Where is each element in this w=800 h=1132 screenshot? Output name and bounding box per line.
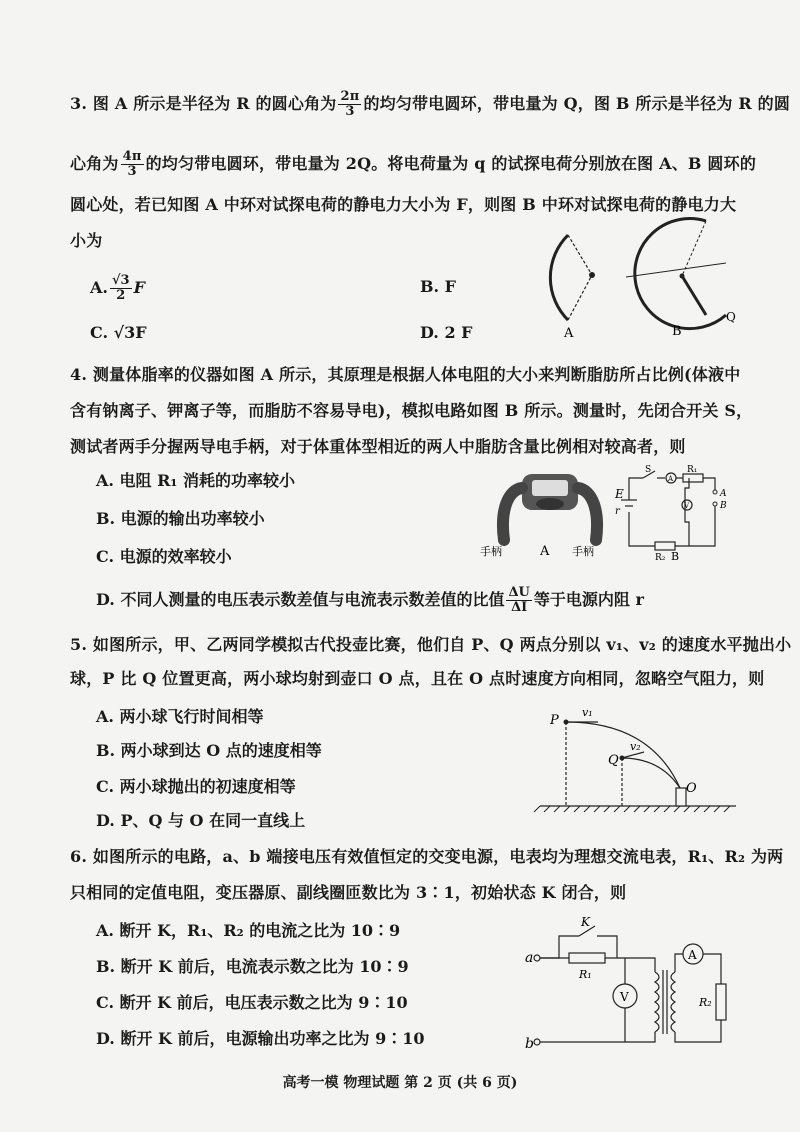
device-figure-label: A [540,544,550,559]
r1-label: R₁ [687,465,698,475]
q5-option-a: A. 两小球飞行时间相等 [96,707,264,726]
q3-line-4: 小为 [70,231,103,250]
terminal-a-label: A [720,489,727,499]
q5-option-d: D. P、Q 与 O 在同一直线上 [96,811,306,830]
q3-text: 心角为 [70,154,119,173]
ring-b-charge-label: Q [726,310,736,324]
fraction-denominator: ΔI [511,600,528,615]
ring-a-label: A [564,326,574,341]
circuit-figure-label: B [671,550,680,563]
q6-option-d: D. 断开 K 前后，电源输出功率之比为 9∶10 [96,1029,425,1048]
ring-b-figure [626,219,736,339]
fraction-denominator: 3 [345,104,355,119]
q3-line-2 [70,150,756,179]
body-fat-circuit-figure [615,466,745,562]
q3-line-3: 圆心处，若已知图 A 中环对试探电荷的静电力大小为 F，则图 B 中环对试探电荷的静电力大 [70,195,737,214]
fraction-numerator: 4π [122,149,142,164]
fraction-numerator: 2π [340,89,360,104]
q3-option-a [90,274,145,303]
q4-ratio-fraction [506,586,531,615]
option-text: 等于电源内阻 r [533,590,644,609]
velocity-v2-label: v₂ [630,740,641,753]
terminal-b-label: B [720,501,727,511]
point-q-label: Q [608,753,619,768]
q4-line-1: 4. 测量体脂率的仪器如图 A 所示，其原理是根据人体电阻的大小来判断脂肪所占比例(体液中 [70,365,741,384]
velocity-v1-label: v₁ [582,706,593,719]
transformer-circuit-figure [525,914,740,1054]
body-fat-device-figure [478,470,618,560]
left-handle-label: 手柄 [480,545,502,558]
emf-label: E [615,487,624,501]
voltmeter-label: V [620,990,629,1004]
internal-resistance-label: r [615,506,620,517]
point-p-label: P [550,713,559,728]
terminal-b-label: b [525,1036,534,1052]
projectile-figure [540,702,740,814]
q3-text: 的均匀带电圆环，带电量为 Q，图 B 所示是半径为 R 的圆 [363,94,791,113]
q3-ring-figures [530,215,770,345]
point-o-label: O [686,781,697,796]
q3-line-1 [70,90,790,119]
q4-option-d [96,586,644,615]
q6-option-a: A. 断开 K，R₁、R₂ 的电流之比为 10∶9 [96,921,401,940]
fraction-numerator: ΔU [508,585,530,600]
q3-option-d: D. 2 F [420,323,473,342]
terminal-a-label: a [525,950,534,966]
q4-option-a: A. 电阻 R₁ 消耗的功率较小 [96,471,296,490]
ammeter-label: A [668,475,674,483]
q6-option-c: C. 断开 K 前后，电压表示数之比为 9∶10 [96,993,408,1012]
q5-line-2: 球，P 比 Q 位置更高，两小球均射到壶口 O 点，且在 O 点时速度方向相同，忽略空气阻力，则 [70,669,765,688]
q4-option-b: B. 电源的输出功率较小 [96,509,265,528]
option-text: D. 不同人测量的电压表示数差值与电流表示数差值的比值 [96,590,505,609]
q3-option-c: C. √3F [90,323,147,342]
q5-option-c: C. 两小球抛出的初速度相等 [96,777,296,796]
ring-b-label: B [672,324,682,339]
fraction-numerator: √3 [111,273,130,288]
ammeter-label: A [688,948,697,962]
q4-option-c: C. 电源的效率较小 [96,547,232,566]
q6-line-1: 6. 如图所示的电路，a、b 端接电压有效值恒定的交变电源，电表均为理想交流电表，R₁、R₂ 为两 [70,847,784,866]
q3-angle-b-fraction [121,150,144,179]
q3-text: 的均匀带电圆环，带电量为 2Q。将电荷量为 q 的试探电荷分别放在图 A、B 圆环的 [145,154,757,173]
r1-label: R₁ [579,968,592,981]
option-letter: A. [90,278,108,297]
q3-angle-a-fraction [338,90,361,119]
fraction-denominator: 3 [127,164,137,179]
r2-label: R₂ [699,996,712,1009]
switch-label: S [645,465,652,475]
fraction-denominator: 2 [116,288,126,303]
q4-line-2: 含有钠离子、钾离子等，而脂肪不容易导电)，模拟电路如图 B 所示。测量时，先闭合开关 S， [70,401,753,420]
switch-k-label: K [581,915,590,929]
q6-option-b: B. 断开 K 前后，电流表示数之比为 10∶9 [96,957,409,976]
right-handle-label: 手柄 [572,545,594,558]
ring-a-figure [550,235,595,341]
q3-text: 3. 图 A 所示是半径为 R 的圆心角为 [70,94,337,113]
q5-line-1: 5. 如图所示，甲、乙两同学模拟古代投壶比赛，他们自 P、Q 两点分别以 v₁、v₂ 的速度水平抛出小 [70,635,792,654]
q3-option-a-fraction [110,274,132,303]
page-footer: 高考一模 物理试题 第 2 页 (共 6 页) [282,1075,518,1091]
r2-label: R₂ [655,553,666,563]
q4-line-3: 测试者两手分握两导电手柄，对于体重体型相近的两人中脂肪含量比例相对较高者，则 [70,437,686,456]
option-text: F [133,278,145,297]
q6-line-2: 只相同的定值电阻，变压器原、副线圈匝数比为 3∶1，初始状态 K 闭合，则 [70,883,627,902]
q3-option-b: B. F [420,277,457,296]
voltmeter-label: V [684,502,690,510]
q5-option-b: B. 两小球到达 O 点的速度相等 [96,741,322,760]
